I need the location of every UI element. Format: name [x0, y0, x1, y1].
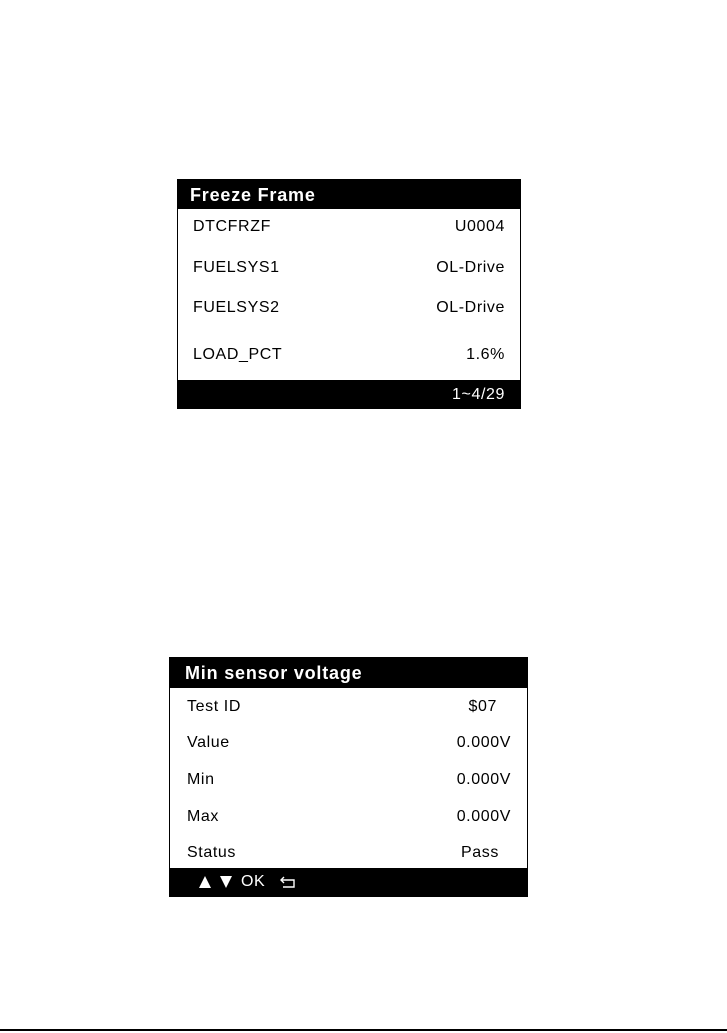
triangle-up-icon[interactable] [199, 876, 211, 888]
row-value: 0.000V [456, 734, 511, 751]
sensor-row[interactable] [170, 694, 527, 724]
row-label: DTCFRZF [193, 218, 271, 235]
page-bottom-rule [0, 1029, 727, 1031]
freeze-frame-title: Freeze Frame [178, 180, 520, 209]
navigation-hints [199, 873, 296, 891]
sensor-voltage-footer [170, 868, 527, 896]
row-value: $07 [468, 698, 497, 715]
ok-button[interactable]: OK [241, 873, 266, 890]
sensor-voltage-title: Min sensor voltage [170, 658, 527, 688]
sensor-row[interactable] [170, 767, 527, 797]
row-value: Pass [461, 844, 499, 861]
return-arrow-icon[interactable] [280, 875, 296, 889]
row-value: U0004 [454, 218, 505, 235]
row-value: 0.000V [456, 808, 511, 825]
freeze-frame-row[interactable] [178, 342, 520, 372]
row-value: 1.6% [466, 346, 505, 363]
freeze-frame-row[interactable] [178, 255, 520, 285]
freeze-frame-row[interactable] [178, 295, 520, 325]
sensor-row[interactable] [170, 730, 527, 760]
row-label: Status [187, 844, 236, 861]
row-label: Value [187, 734, 230, 751]
freeze-frame-screen [177, 179, 521, 409]
row-value: OL-Drive [436, 259, 505, 276]
sensor-voltage-screen [169, 657, 528, 897]
row-value: OL-Drive [436, 299, 505, 316]
freeze-frame-row[interactable] [178, 214, 520, 244]
row-label: FUELSYS1 [193, 259, 280, 276]
page-indicator: 1~4/29 [452, 386, 505, 403]
triangle-down-icon[interactable] [220, 876, 232, 888]
row-label: FUELSYS2 [193, 299, 280, 316]
row-label: Test ID [187, 698, 241, 715]
row-label: Max [187, 808, 220, 825]
row-value: 0.000V [456, 771, 511, 788]
freeze-frame-footer [178, 380, 520, 408]
sensor-row[interactable] [170, 840, 527, 870]
row-label: LOAD_PCT [193, 346, 283, 363]
sensor-row[interactable] [170, 804, 527, 834]
row-label: Min [187, 771, 215, 788]
